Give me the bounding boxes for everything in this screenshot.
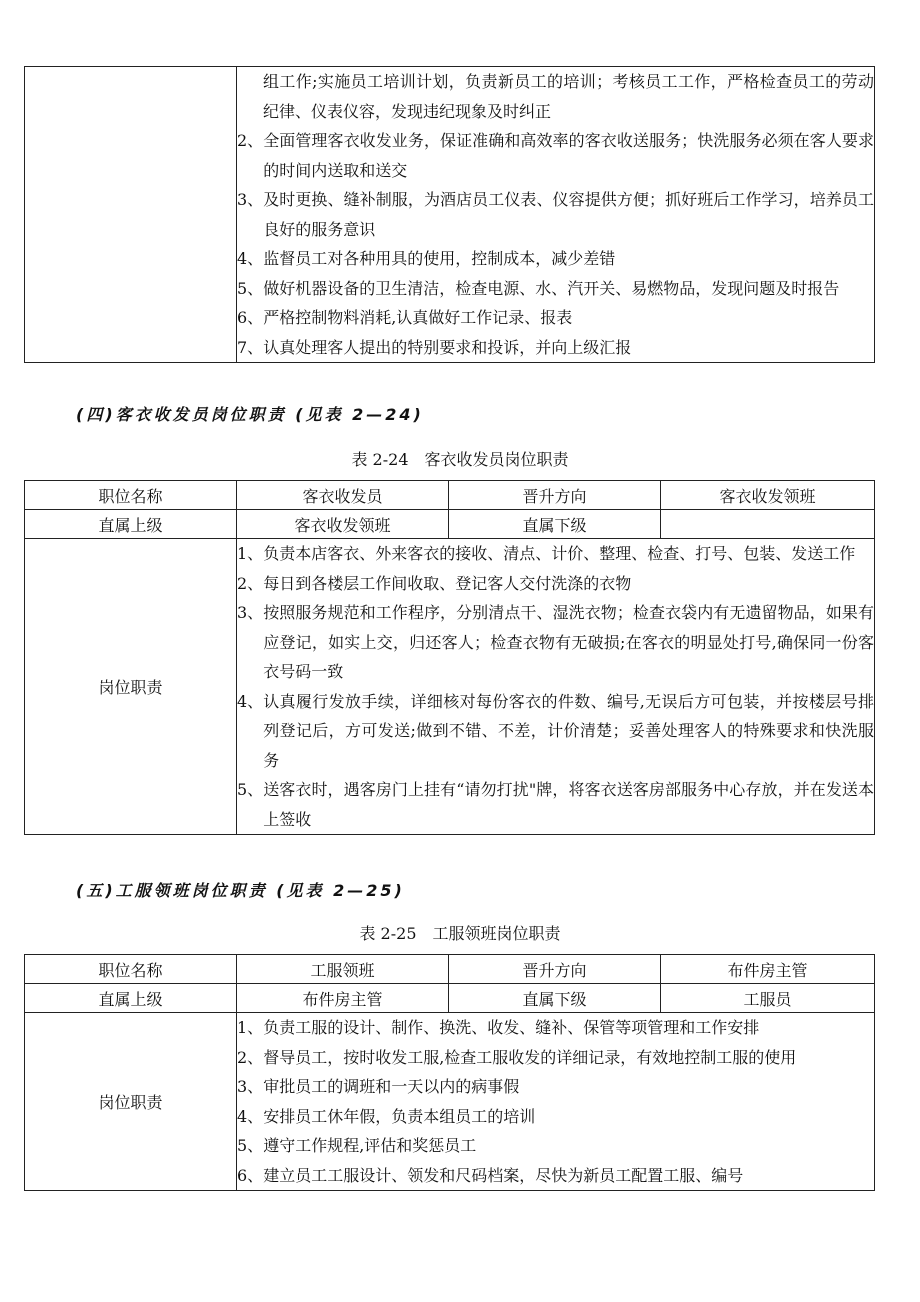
label-subordinate: 直属下级 <box>449 984 661 1013</box>
list-item: 2、 每日到各楼层工作间收取、登记客人交付洗涤的衣物 <box>237 573 632 593</box>
value-superior: 客衣收发领班 <box>237 510 449 539</box>
label-position: 职位名称 <box>25 481 237 510</box>
label-promotion: 晋升方向 <box>449 955 661 984</box>
list-item: 3、 审批员工的调班和一天以内的病事假 <box>237 1077 520 1096</box>
table-caption: 表 2-24 客衣收发员岗位职责 <box>351 450 569 469</box>
duties-cell <box>237 67 875 363</box>
list-item: 5、 送客衣时，遇客房门上挂有“请勿打扰"牌，将客衣送客房部服务中心存放，并在发送本上签收 <box>237 780 874 829</box>
label-promotion: 晋升方向 <box>449 481 661 510</box>
list-item: 5、 遵守工作规程,评估和奖惩员工 <box>237 1136 477 1155</box>
duties-cell <box>237 1013 875 1191</box>
value-superior: 布件房主管 <box>237 984 449 1013</box>
duties-cell <box>237 539 875 835</box>
list-item: 4、 认真履行发放手续，详细核对每份客衣的件数、编号,无误后方可包装，并按楼层号排列登记后，方可发送;做到不错、不差，计价清楚；妥善处理客人的特殊要求和快洗服务 <box>237 691 874 770</box>
table-continued <box>24 66 875 363</box>
list-item: 4、 安排员工休年假，负责本组员工的培训 <box>237 1106 536 1126</box>
list-item: 2、 全面管理客衣收发业务，保证准确和高效率的客衣收送服务；快洗服务必须在客人要求的时间内送取和送交 <box>237 131 874 180</box>
section-heading: (四)客衣收发员岗位职责 (见表 2—24) <box>76 405 424 424</box>
label-subordinate: 直属下级 <box>449 510 661 539</box>
list-item: 1、 负责本店客衣、外来客衣的接收、清点、计价、整理、检查、打号、包装、发送工作 <box>237 544 856 563</box>
label-duties: 岗位职责 <box>25 1013 237 1191</box>
list-item: 3、 及时更换、缝补制服，为酒店员工仪表、仪容提供方便；抓好班后工作学习，培养员工良好的服务意识 <box>237 190 874 239</box>
value-position: 客衣收发员 <box>237 481 449 510</box>
list-item: 6、 建立员工工服设计、领发和尺码档案，尽快为新员工配置工服、编号 <box>237 1165 744 1185</box>
list-item: 5、 做好机器设备的卫生清洁，检查电源、水、汽开关、易燃物品，发现问题及时报告 <box>237 278 840 298</box>
list-item: 组工作;实施员工培训计划，负责新员工的培训；考核员工工作，严格检查员工的劳动纪律、仪表仪容，发现违纪现象及时纠正 <box>263 72 874 121</box>
value-position: 工服领班 <box>237 955 449 984</box>
table-2-25 <box>24 954 875 1191</box>
list-item: 3、 按照服务规范和工作程序，分别清点干、湿洗衣物；检查衣袋内有无遗留物品，如果有应登记，如实上交，归还客人；检查衣物有无破损;在客衣的明显处打号,确保同一份客衣号码一致 <box>237 603 874 681</box>
label-superior: 直属上级 <box>25 984 237 1013</box>
value-subordinate <box>661 510 875 539</box>
label-position: 职位名称 <box>25 955 237 984</box>
label-duties: 岗位职责 <box>25 539 237 835</box>
value-subordinate: 工服员 <box>661 984 875 1013</box>
table-caption: 表 2-25 工服领班岗位职责 <box>359 924 561 943</box>
list-item: 2、 督导员工，按时收发工服,检查工服收发的详细记录，有效地控制工服的使用 <box>237 1047 797 1067</box>
value-promotion: 客衣收发领班 <box>661 481 875 510</box>
section-heading: (五)工服领班岗位职责 (见表 2—25) <box>76 881 405 900</box>
list-item: 6、 严格控制物料消耗,认真做好工作记录、报表 <box>237 308 573 327</box>
table-2-24 <box>24 480 875 835</box>
value-promotion: 布件房主管 <box>661 955 875 984</box>
list-item: 7、 认真处理客人提出的特别要求和投诉，并向上级汇报 <box>237 337 632 357</box>
label-superior: 直属上级 <box>25 510 237 539</box>
list-item: 1、 负责工服的设计、制作、换洗、收发、缝补、保管等项管理和工作安排 <box>237 1018 760 1037</box>
list-item: 4、 监督员工对各种用具的使用，控制成本，减少差错 <box>237 249 616 268</box>
empty-label-cell <box>25 67 237 363</box>
